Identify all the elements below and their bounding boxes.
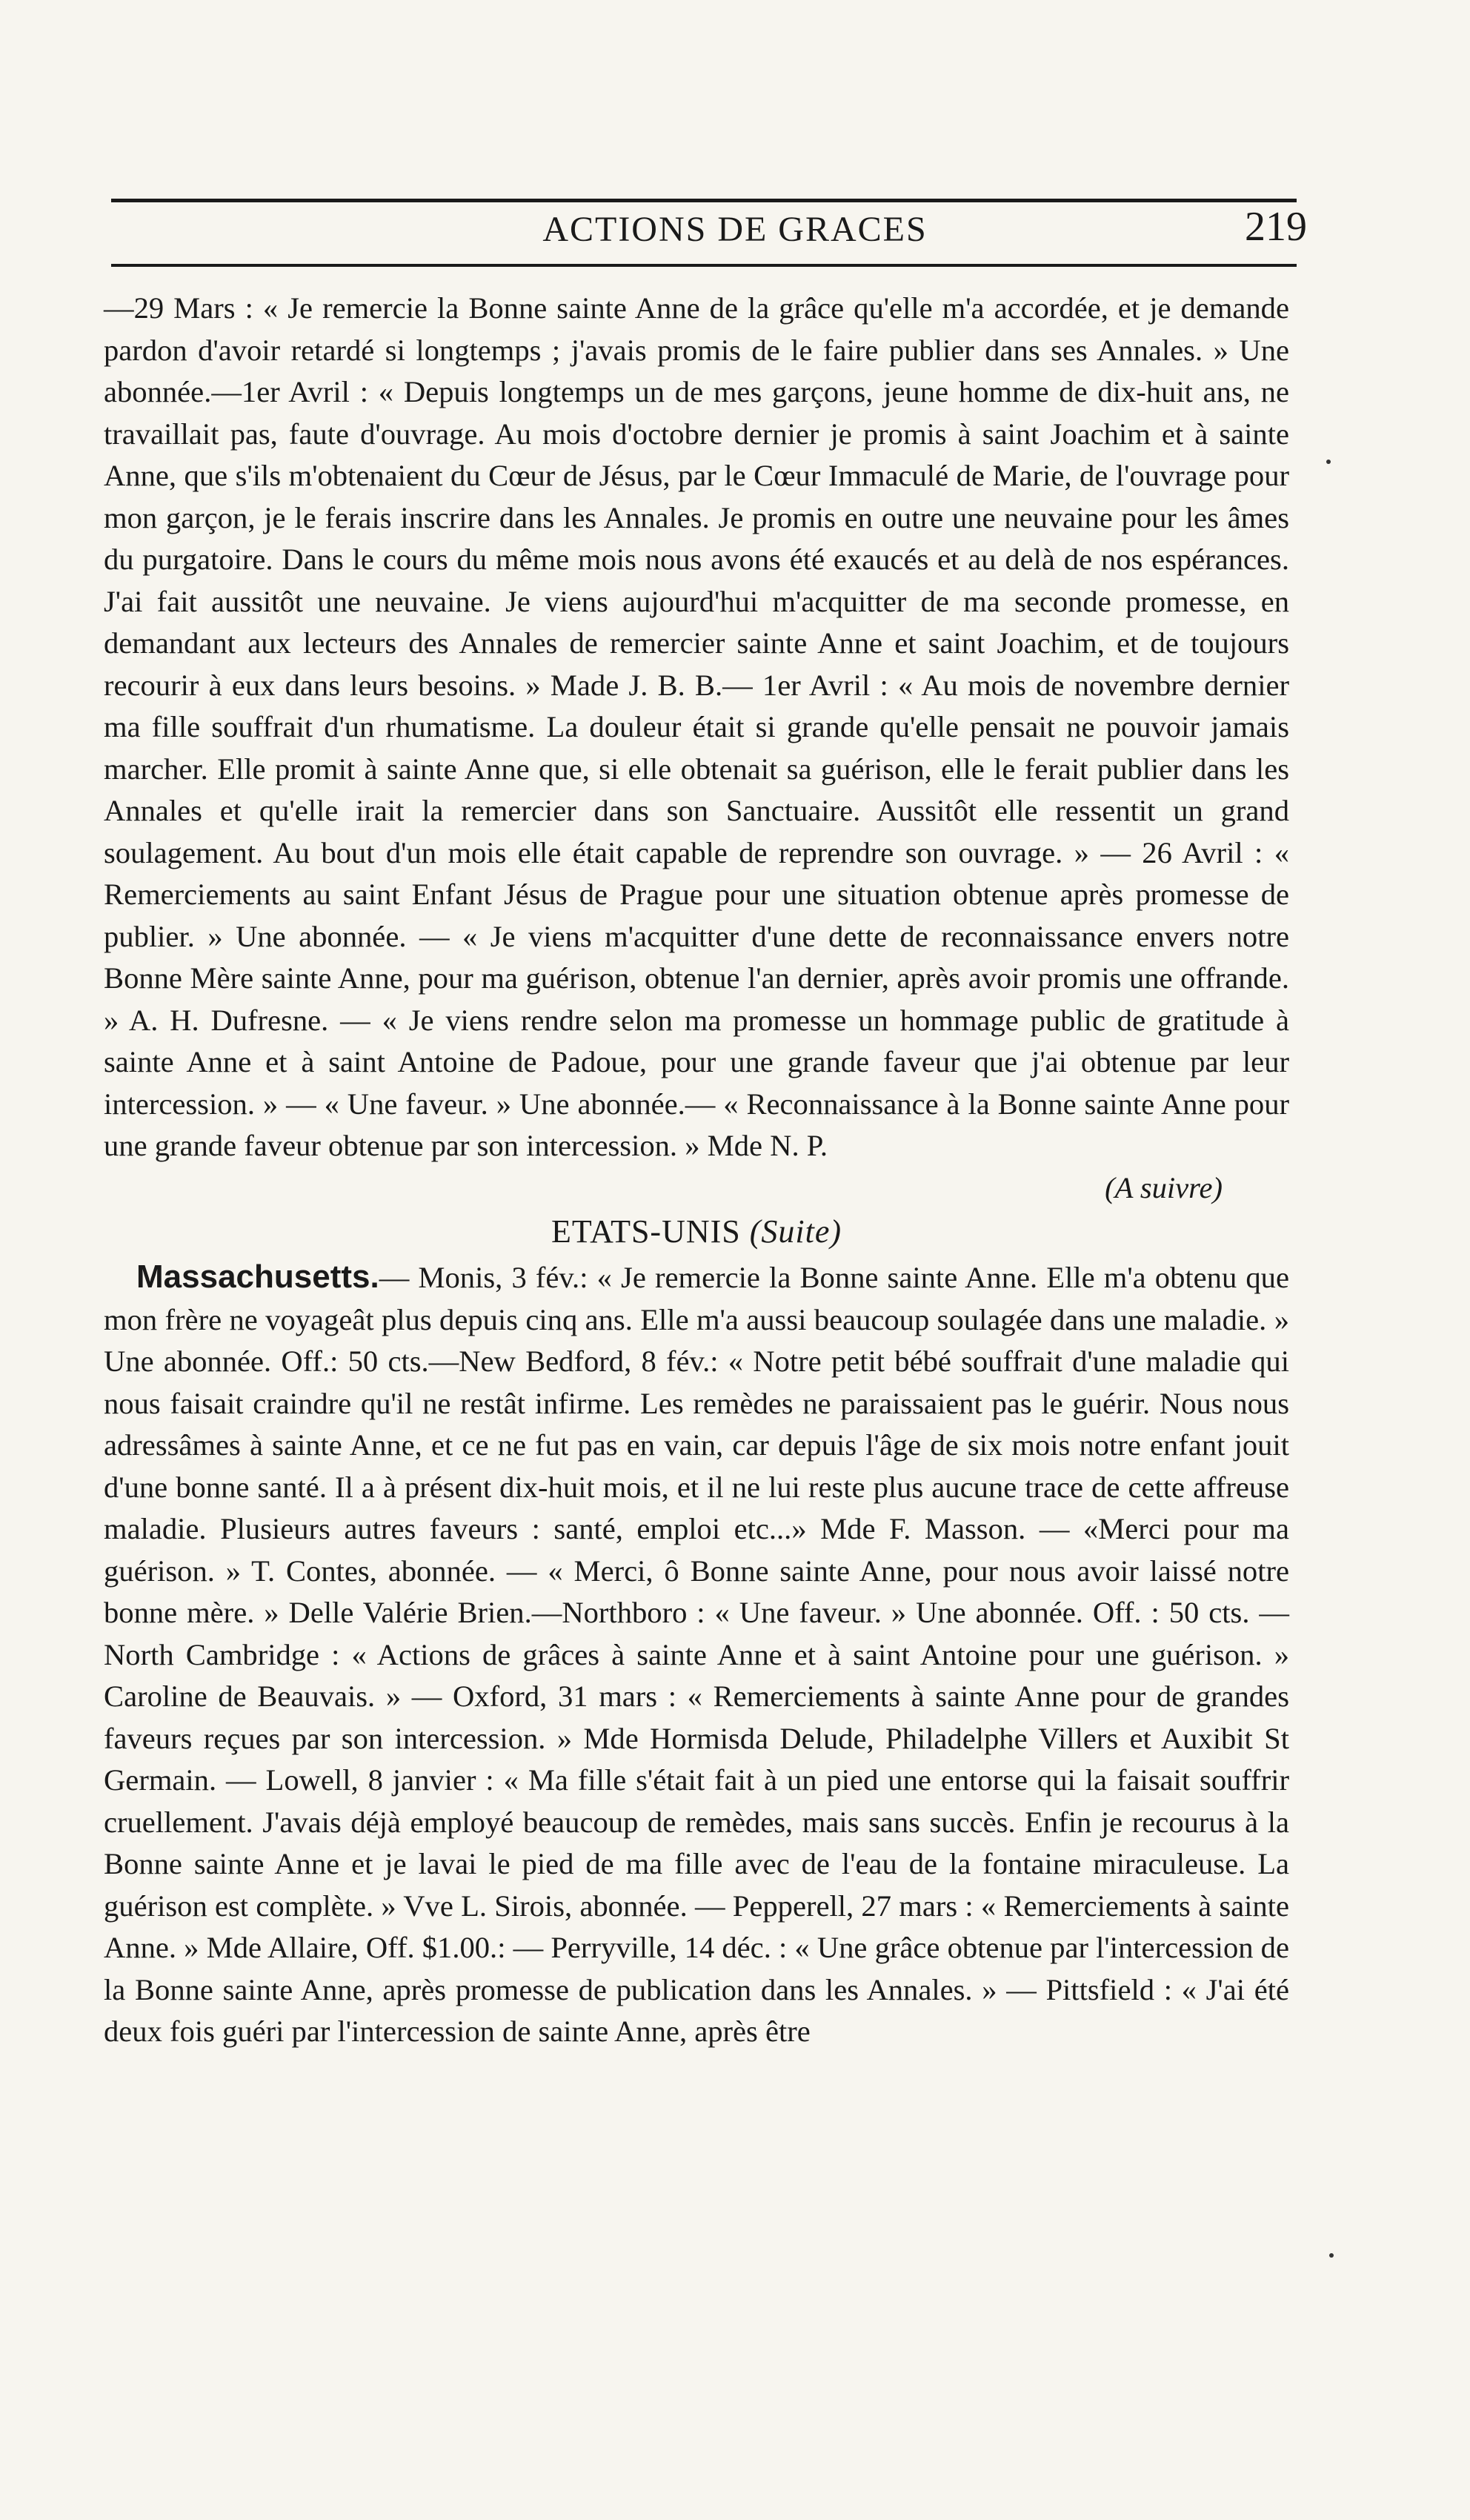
section-actions-de-graces	[104, 288, 1289, 1209]
section-heading-title: ETATS-UNIS	[551, 1213, 741, 1250]
page-number: 219	[1245, 204, 1307, 250]
body-text	[104, 288, 1289, 2053]
paragraph-text: —29 Mars : « Je remercie la Bonne sainte Anne de la grâce qu'elle m'a accordée, et je demande pardon d'avoir retardé si longtemps ; j'avais promis de le faire publier dans ses Annales. » Une abonnée.—1er Avril : « Depuis longtemps un de mes garçons, jeune homme de dix-huit ans, ne travaillait pas, faute d'ouvrage. Au mois d'octobre dernier je promis à saint Joachim et à sainte Anne, que s'ils m'obtenaient du Cœur de Jésus, par le Cœur Immaculé de Marie, de l'ouvrage pour mon garçon, je le ferais inscrire dans les Annales. Je promis en outre une neuvaine pour les âmes du purgatoire. Dans le cours du même mois nous avons été exaucés et au delà de nos espérances. J'ai fait aussitôt une neuvaine. Je viens aujourd'hui m'acquitter de ma seconde promesse, en demandant aux lecteurs des Annales de remercier sainte Anne et saint Joachim, et de toujours recourir à eux dans leurs besoins. » Made J. B. B.— 1er Avril : « Au mois de novembre dernier ma fille souffrait d'un rhumatisme. La douleur était si grande qu'elle pensait ne pouvoir jamais marcher. Elle promit à sainte Anne que, si elle obtenait sa guérison, elle le ferait publier dans les Annales et qu'elle irait la remercier dans son Sanctuaire. Aussitôt elle ressentit un grand soulagement. Au bout d'un mois elle était capable de reprendre son ouvrage. » — 26 Avril : « Remerciements au saint Enfant Jésus de Prague pour une situation obtenue après promesse de publier. » Une abonnée. — « Je viens m'acquitter d'une dette de reconnaissance envers notre Bonne Mère sainte Anne, pour ma guérison, obtenue l'an dernier, après avoir promis une offrande. » A. H. Dufresne. — « Je viens rendre selon ma promesse un hommage public de gratitude à sainte Anne et à saint Antoine de Padoue, pour une grande faveur que j'ai obtenue par leur intercession. » — « Une faveur. » Une abonnée.— « Reconnaissance à la Bonne sainte Anne pour une grande faveur obtenue par son intercession. » Mde N. P.	[104, 291, 1289, 1162]
header-top-rule	[111, 199, 1297, 202]
continued-note: (A suivre)	[1105, 1170, 1223, 1204]
section-heading	[104, 1210, 1289, 1253]
state-name: Massachusetts.	[136, 1259, 379, 1295]
speck-mark	[1326, 460, 1331, 464]
running-title: ACTIONS DE GRACES	[542, 210, 928, 249]
paragraph-text: — Monis, 3 fév.: « Je remercie la Bonne sainte Anne. Elle m'a obtenu que mon frère ne voyageât plus depuis cinq ans. Elle m'a aussi beaucoup soulagée dans une maladie. » Une abonnée. Off.: 50 cts.—New Bedford, 8 fév.: « Notre petit bébé souffrait d'une maladie qui nous faisait craindre qu'il ne restât infirme. Les remèdes ne paraissaient pas le guérir. Nous nous adressâmes à sainte Anne, et ce ne fut pas en vain, car depuis l'âge de six mois notre enfant jouit d'une bonne santé. Il a à présent dix-huit mois, et il ne lui reste plus aucune trace de cette affreuse maladie. Plusieurs autres faveurs : santé, emploi etc...» Mde F. Masson. — «Merci pour ma guérison. » T. Contes, abonnée. — « Merci, ô Bonne sainte Anne, pour nous avoir laissé notre bonne mère. » Delle Valérie Brien.—Northboro : « Une faveur. » Une abonnée. Off. : 50 cts. — North Cambridge : « Actions de grâces à sainte Anne et à saint Antoine pour une guérison. » Caroline de Beauvais. » — Oxford, 31 mars : « Remerciements à sainte Anne pour de grandes faveurs reçues par son intercession. » Mde Hormisda Delude, Philadelphe Villers et Auxibit St Germain. — Lowell, 8 janvier : « Ma fille s'était fait à un pied une entorse qui la faisait souffrir cruellement. J'avais déjà employé beaucoup de remèdes, mais sans succès. Enfin je recourus à la Bonne sainte Anne et je lavai le pied de ma fille avec de l'eau de la fontaine miraculeuse. La guérison est complète. » Vve L. Sirois, abonnée. — Pepperell, 27 mars : « Remerciements à sainte Anne. » Mde Allaire, Off. $1.00.: — Perryville, 14 déc. : « Une grâce obtenue par l'intercession de la Bonne sainte Anne, après promesse de publication dans les Annales. » — Pittsfield : « J'ai été deux fois guéri par l'intercession de sainte Anne, après être	[104, 1261, 1289, 2048]
section-etats-unis	[104, 1256, 1289, 2053]
header-bottom-rule	[111, 264, 1297, 267]
section-heading-suite: (Suite)	[749, 1213, 842, 1250]
speck-mark	[1329, 2253, 1334, 2258]
